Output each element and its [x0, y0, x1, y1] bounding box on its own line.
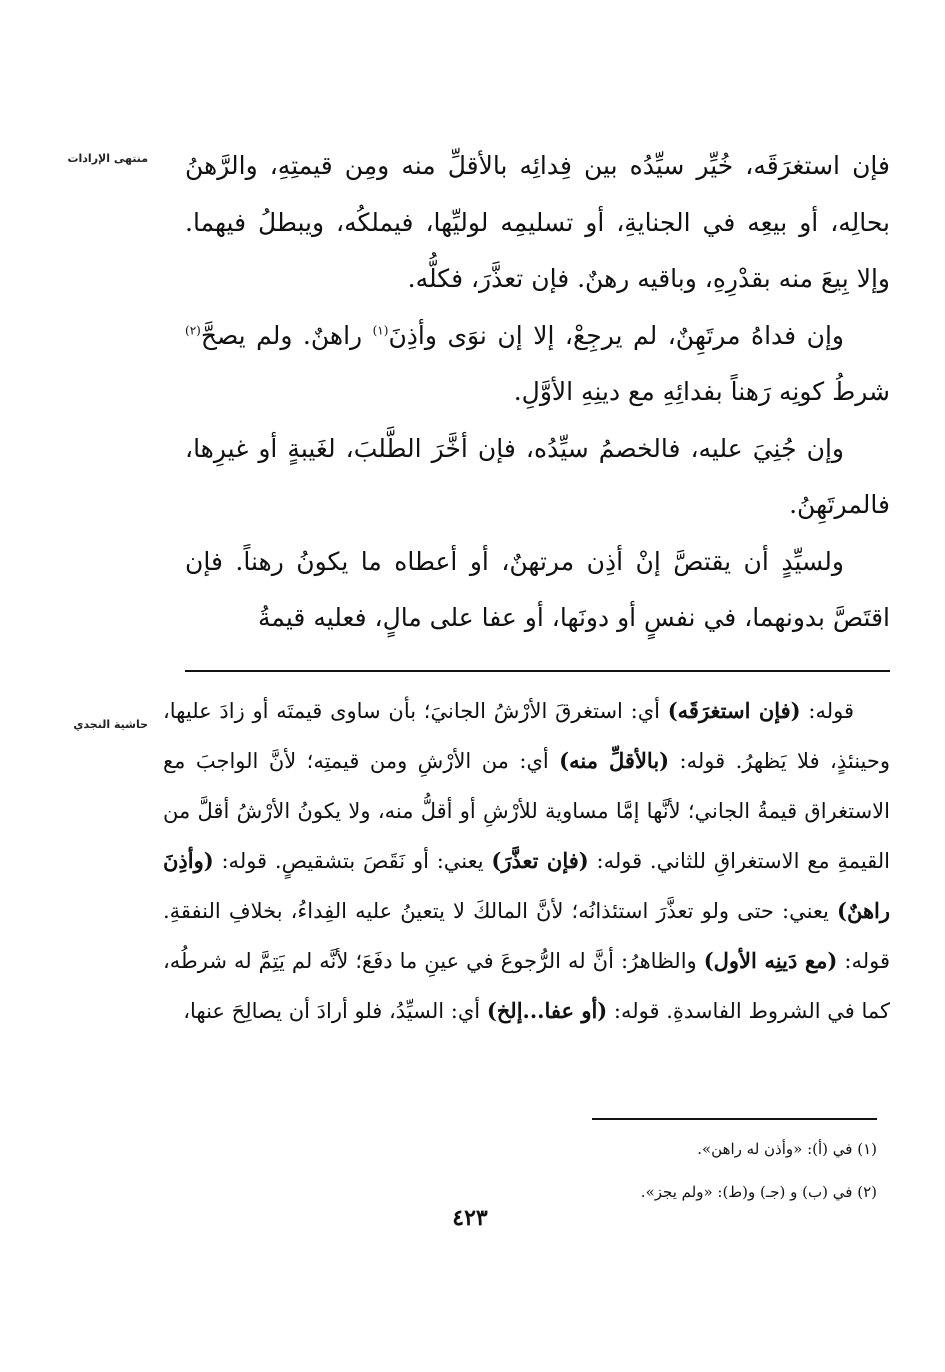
section-divider: [185, 670, 890, 672]
commentary-keyword-5: (مع دَينِه الأول): [703, 948, 838, 973]
footnote-2: (٢) في (ب) و (جـ) و(ط): «ولم يجز».: [640, 1183, 877, 1201]
commentary-paragraph: [163, 686, 890, 1036]
commentary-text-3: يعني: أو نَقَصَ بتشقيصٍ. قوله:: [213, 849, 492, 873]
footnote-divider: [592, 1118, 877, 1120]
commentary-text-2: أي: من الأرْشِ ومن قيمتِه؛ لأنَّ الواجبَ مع الاستغراق قيمةُ الجاني؛ لأنَّها إمَّا مساوية للأرْشِ أو أقلُّ منه، ولا يكونُ الأرْشُ أقلَّ من القيمةِ مع الاستغراقِ للثاني. قوله:: [163, 749, 891, 873]
commentary-text-6: أي: السيِّدُ، فلو أرادَ أن يصالِحَ عنها،: [183, 999, 487, 1023]
main-paragraph-2-part-a: وإن فداهُ مرتَهِنٌ، لم يرجِعْ، إلا إن نوَى وأذِنَ: [388, 320, 844, 350]
main-paragraph-3: وإن جُنِيَ عليه، فالخصمُ سيِّدُه، فإن أخَّرَ الطَّلبَ، لغَيبةٍ أو غيرِها، فالمرتَهِنُ.: [185, 433, 890, 519]
main-paragraph-2: [185, 308, 890, 421]
footnote-marker-2: (٢): [185, 323, 201, 338]
main-paragraph-2-part-b: راهنٌ. ولم يصحَّ: [200, 320, 373, 350]
commentary-text-1: أي: استغرقَ الأرْشُ الجانيَ؛ بأن ساوى قيمتَه أو زادَ عليها، وحينئذٍ، فلا يَظهرُ. قوله:: [163, 699, 890, 773]
side-label-sharh: حاشية النجدي: [73, 718, 148, 731]
footnote-1: (١) في (أ): «وأذن له راهن».: [697, 1140, 877, 1158]
commentary-intro: قوله:: [800, 699, 854, 723]
commentary-keyword-4: (وأذِنَ راهنٌ): [163, 848, 890, 923]
footnotes: [357, 1128, 877, 1214]
commentary-text: [163, 686, 890, 1036]
commentary-keyword-3: (فإن تعذَّرَ): [491, 848, 589, 873]
footnote-marker-1: (١): [372, 323, 389, 338]
main-paragraph-4: ولسيِّدٍ أن يقتصَّ إنْ أذِن مرتهنٌ، أو أعطاه ما يكونُ رهناً. فإن اقتَصَّ بدونهما، في نفسٍ أو دونَها، أو عفا على مالٍ، فعليه قيمةُ: [185, 546, 890, 632]
commentary-keyword-2: (بالأقلِّ منه): [559, 748, 670, 773]
commentary-keyword-1: (فإن استغرَقَه): [667, 698, 801, 723]
commentary-keyword-6: (أو عفا...إلخ): [486, 998, 608, 1023]
main-paragraph-1: فإن استغرَقَه، خُيِّر سيِّدُه بين فِدائِه بالأقلِّ منه ومِن قيمتِهِ، والرَّهنُ بحالِه، أو بيعِه في الجنايةِ، أو تسليمِه لوليِّها، فيملكُه، ويبطلُ فيهما. وإلا بِيعَ منه بقدْرِهِ، وباقيه رهنٌ. فإن تعذَّرَ، فكلُّه.: [185, 151, 890, 293]
main-paragraph-2-part-c: شرطُ كونِه رَهناً بفدائِهِ مع دينِهِ الأوَّلِ.: [513, 377, 890, 406]
main-text: [185, 138, 890, 647]
page-number: ٤٢٣: [452, 1205, 488, 1231]
commentary-text-4: يعني: حتى ولو تعذَّرَ استئذانُه؛ لأنَّ المالكَ لا يتعينُ عليه الفِداءُ، بخلافِ النفقةِ. قوله:: [163, 899, 890, 973]
side-label-matn: منتهى الإرادات: [67, 152, 148, 165]
commentary-text-5: والظاهرُ: أنَّ له الرُّجوعَ في عينِ ما دفَعَ؛ لأنَّه لم يَتِمَّ له شرطُه، كما في الشروط الفاسدةِ. قوله:: [163, 949, 890, 1023]
